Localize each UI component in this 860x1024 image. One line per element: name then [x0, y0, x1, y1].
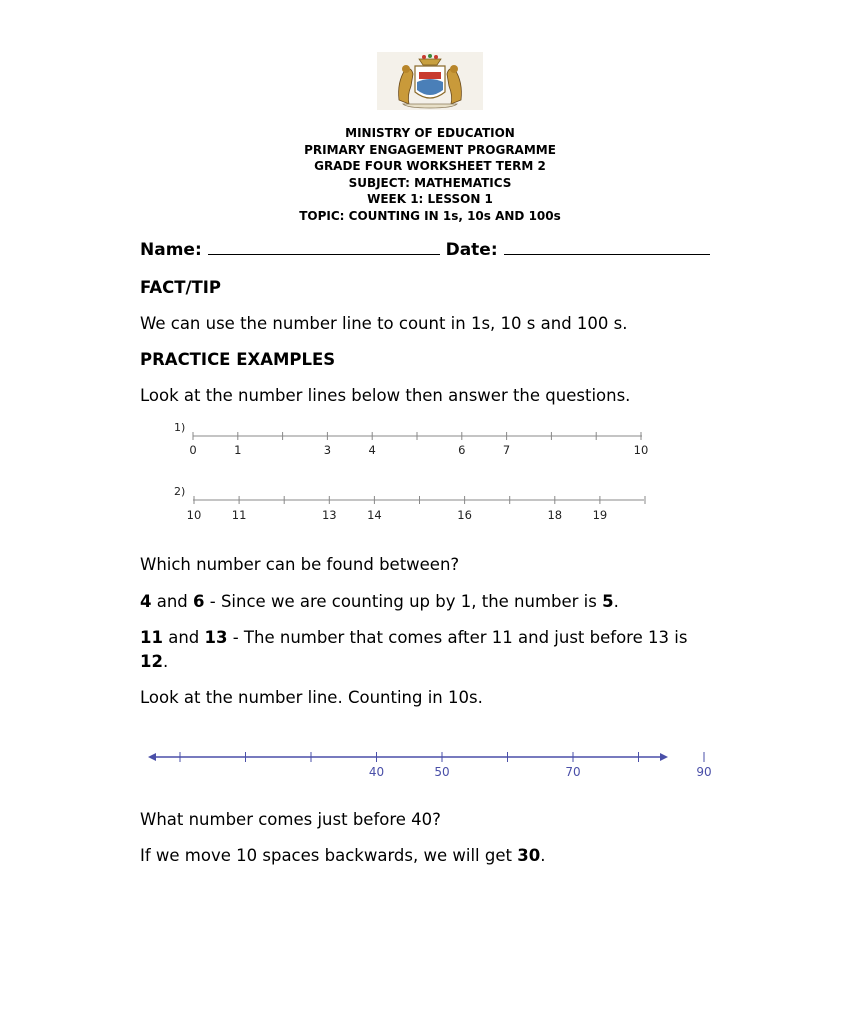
right-arrow-icon	[660, 753, 668, 761]
example-2-period: .	[162, 652, 169, 671]
practice-heading: PRACTICE EXAMPLES	[140, 350, 336, 369]
number-line-1-label: 3	[323, 443, 332, 457]
number-line-1-label: 0	[189, 443, 197, 457]
number-line-3-label: 90	[696, 765, 712, 779]
practice-intro: Look at the number lines below then answer the questions.	[140, 386, 631, 405]
number-line-3-label: 50	[434, 765, 450, 779]
answer-period: .	[540, 846, 546, 865]
name-label: Name:	[140, 240, 202, 260]
number-line-2-label: 13	[321, 508, 337, 522]
answer-text: If we move 10 spaces backwards, we will get	[140, 846, 518, 865]
number-line-2-label: 11	[231, 508, 247, 522]
number-line-1-label: 4	[368, 443, 376, 457]
fact-tip-heading: FACT/TIP	[140, 278, 222, 297]
coat-of-arms-logo	[377, 52, 483, 110]
between-question: Which number can be found between?	[140, 555, 460, 574]
number-line-1-label: 1	[234, 443, 242, 457]
example-2-text: - The number that comes after 11 and just before 13 is	[227, 628, 688, 647]
number-line-2-label: 16	[457, 508, 472, 522]
number-line-2-label: 18	[547, 508, 563, 522]
example-1-period: .	[613, 592, 619, 611]
worksheet-title: GRADE FOUR WORKSHEET TERM 2	[314, 159, 546, 174]
example-2-and: and	[162, 628, 205, 647]
number-line-1-label: 7	[502, 443, 511, 457]
example-2-first-number: 11	[140, 628, 163, 647]
number-line-2-label: 19	[592, 508, 608, 522]
example-1-and: and	[151, 592, 194, 611]
number-line-3	[140, 744, 712, 784]
answer-before-40	[140, 846, 545, 865]
number-line-2	[160, 482, 660, 528]
example-2-second-number: 13	[204, 628, 228, 647]
example-1-answer: 5	[602, 592, 614, 611]
example-2-answer: 12	[140, 652, 163, 671]
subject-title: SUBJECT: MATHEMATICS	[348, 175, 512, 190]
date-field[interactable]	[504, 240, 710, 255]
week-title: WEEK 1: LESSON 1	[367, 192, 493, 207]
number-line-3-label: 70	[565, 765, 581, 779]
programme-title: PRIMARY ENGAGEMENT PROGRAMME	[304, 142, 556, 157]
fact-tip-text: We can use the number line to count in 1s, 10 s and 100 s.	[140, 314, 628, 333]
number-line-1-label: 6	[458, 443, 466, 457]
number-line-3-label: 40	[368, 765, 385, 779]
example-2	[140, 628, 687, 647]
name-date-row	[140, 240, 710, 260]
question-before-40: What number comes just before 40?	[140, 810, 441, 829]
example-1-second-number: 6	[193, 592, 205, 611]
name-field[interactable]	[208, 240, 440, 255]
example-1-text: - Since we are counting up by 1, the number is	[204, 592, 603, 611]
ministry-title: MINISTRY OF EDUCATION	[345, 126, 515, 140]
number-line-2-label: 14	[367, 508, 382, 522]
date-label: Date:	[445, 240, 498, 260]
number-line-2-label: 10	[186, 508, 202, 522]
number-line-1-label: 10	[633, 443, 649, 457]
example-1-first-number: 4	[140, 592, 152, 611]
number-line-2-label: 2)	[174, 485, 186, 498]
example-1	[140, 592, 619, 611]
worksheet-header	[0, 125, 860, 225]
tens-intro: Look at the number line. Counting in 10s.	[140, 688, 483, 707]
number-line-1-label: 1)	[174, 421, 186, 434]
topic-title: TOPIC: COUNTING IN 1s, 10s AND 100s	[299, 208, 561, 223]
answer-value: 30	[517, 846, 541, 865]
example-2-answer-line	[140, 652, 168, 671]
number-line-1	[160, 418, 660, 464]
left-arrow-icon	[148, 753, 156, 761]
